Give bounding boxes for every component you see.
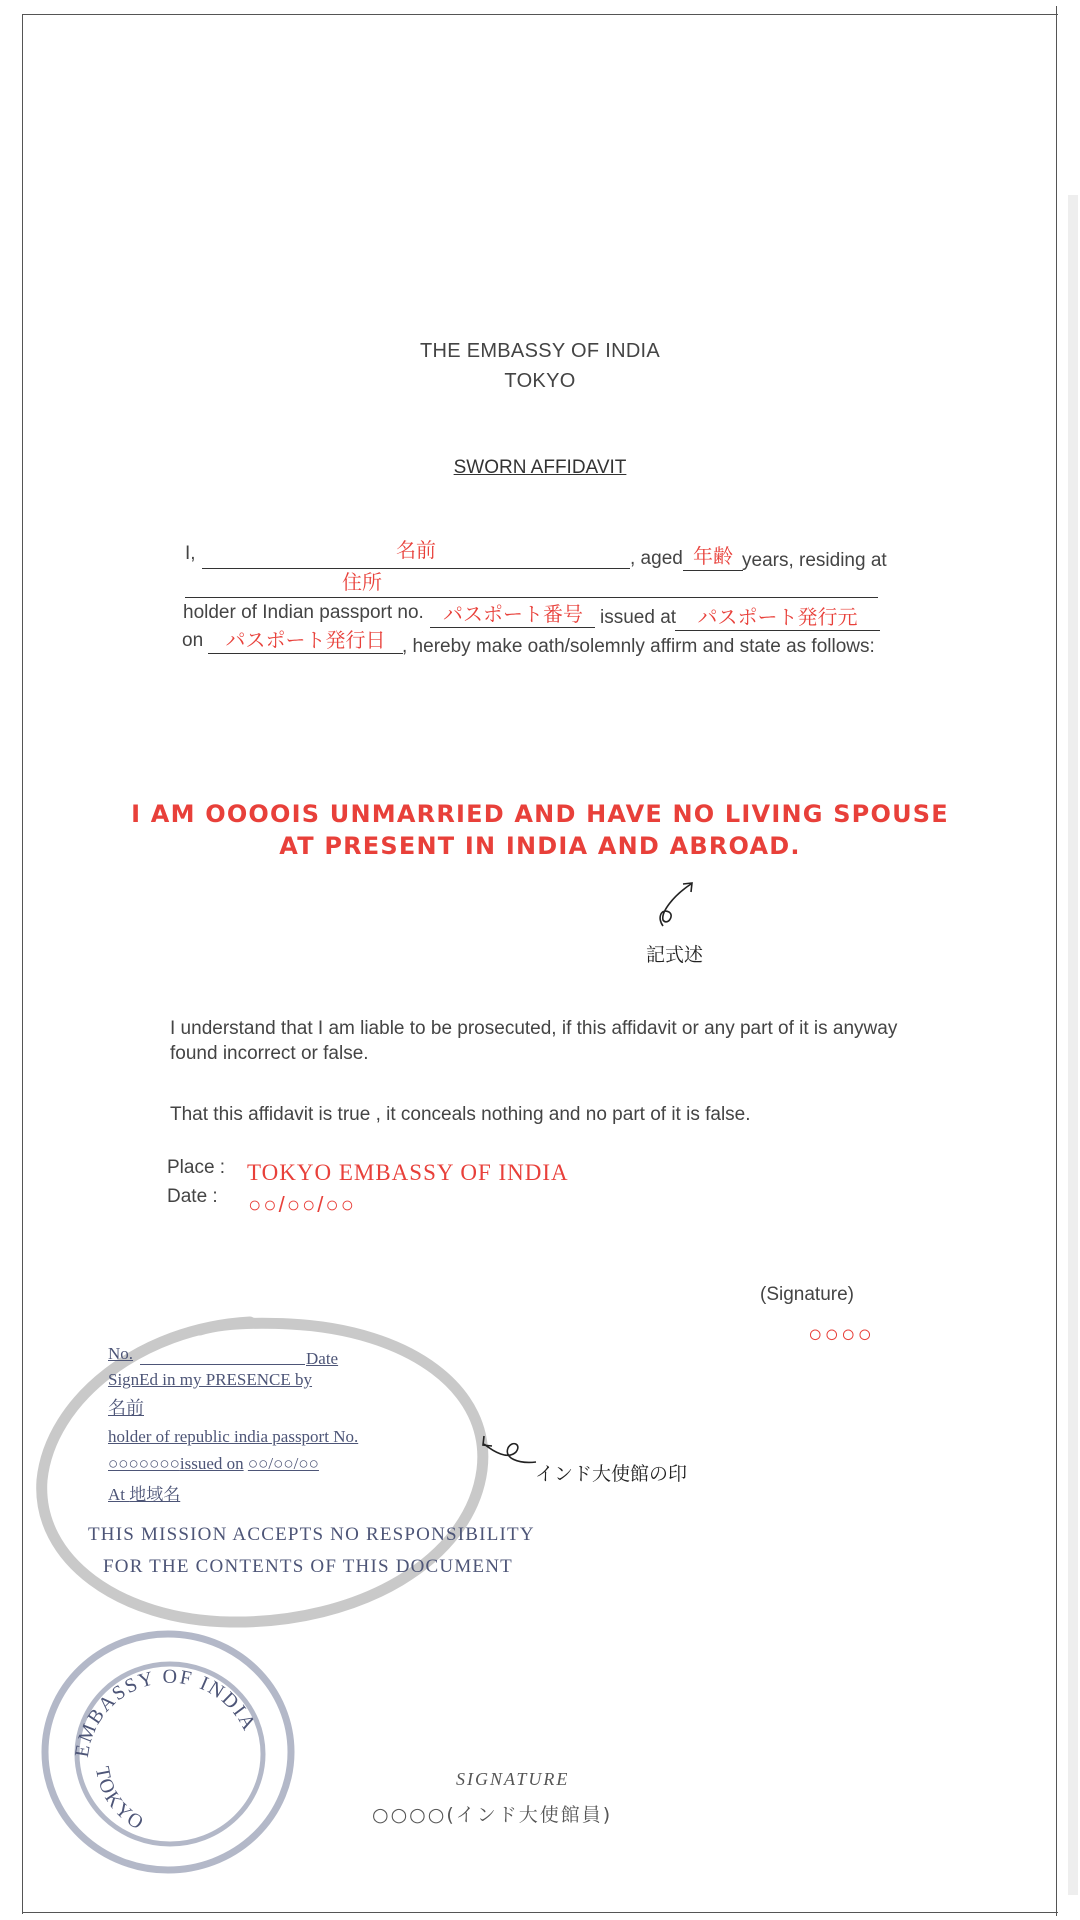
seal-top-text: EMBASSY OF INDIA xyxy=(70,1665,261,1759)
document-title: SWORN AFFIDAVIT xyxy=(453,457,627,478)
stamp-issued-on-label: issued on xyxy=(179,1454,244,1473)
oath-label: , hereby make oath/solemnly affirm and state as follows: xyxy=(402,636,875,657)
stamp-passport-value: ○○○○○○○ xyxy=(108,1454,180,1473)
statement-line-2: AT PRESENT IN INDIA AND ABROAD. xyxy=(279,832,801,860)
stamp-date-label: Date xyxy=(306,1349,339,1368)
issued-at-line xyxy=(675,630,880,631)
stamp-issued-on-value: ○○/○○/○○ xyxy=(247,1454,319,1473)
age-field[interactable]: 年齢 xyxy=(693,546,733,568)
stamp-at-label: At xyxy=(108,1485,125,1504)
signature-label: (Signature) xyxy=(760,1284,854,1305)
date-label: Date : xyxy=(167,1186,218,1207)
form-prefix: I, xyxy=(185,543,196,564)
issued-at-field[interactable]: パスポート発行元 xyxy=(697,607,858,629)
place-value: TOKYO EMBASSY OF INDIA xyxy=(247,1160,569,1185)
page-border-bottom xyxy=(22,1912,1058,1913)
issue-date-field[interactable]: パスポート発行日 xyxy=(225,630,386,652)
date-value: ○○/○○/○○ xyxy=(248,1192,356,1217)
mission-line-2: FOR THE CONTENTS OF THIS DOCUMENT xyxy=(103,1556,513,1577)
stamp-holder-line: holder of republic india passport No. xyxy=(108,1427,359,1446)
statement-line-1: I AM OOOOIS UNMARRIED AND HAVE NO LIVING SPOUSE xyxy=(131,800,949,828)
aged-label: , aged xyxy=(630,548,683,569)
stamp-no-label: No. xyxy=(108,1344,134,1363)
issued-at-label: issued at xyxy=(600,607,677,628)
on-label: on xyxy=(182,630,204,651)
stamp-note: インド大使館の印 xyxy=(535,1463,688,1485)
declaration-line-1: I understand that I am liable to be prosecuted, if this affidavit or any part of it is anyway xyxy=(170,1018,898,1039)
stamp-at-row xyxy=(108,1480,180,1505)
official-signature-label: SIGNATURE xyxy=(456,1769,570,1789)
passport-label: holder of Indian passport no. xyxy=(183,602,424,623)
address-field[interactable]: 住所 xyxy=(342,572,382,594)
statement-note: 記式述 xyxy=(646,944,704,966)
squiggle-arrow-icon xyxy=(478,1432,538,1468)
passport-number-field[interactable]: パスポート番号 xyxy=(443,604,583,626)
page-border-top xyxy=(22,14,1058,15)
scan-edge xyxy=(1068,195,1078,1895)
official-signature-name: ○○○○(インド大使館員) xyxy=(372,1804,613,1826)
declaration-line-2: found incorrect or false. xyxy=(170,1043,369,1064)
stamp-name: 名前 xyxy=(108,1398,144,1419)
passport-line xyxy=(430,627,595,628)
mission-line-1: THIS MISSION ACCEPTS NO RESPONSIBILITY xyxy=(88,1524,535,1545)
name-field[interactable]: 名前 xyxy=(396,540,436,562)
issue-date-line xyxy=(208,653,403,654)
stamp-no-line xyxy=(140,1364,305,1365)
age-line xyxy=(683,570,743,571)
stamp-signed-line: SignEd in my PRESENCE by xyxy=(108,1370,313,1389)
stamp-place: 地域名 xyxy=(129,1485,181,1505)
embassy-heading: THE EMBASSY OF INDIA xyxy=(419,340,661,362)
embassy-seal xyxy=(38,1628,298,1878)
page-border-right xyxy=(1056,6,1057,1916)
seal-bottom-text: TOKYO xyxy=(90,1764,149,1836)
signature-value: ○○○○ xyxy=(808,1321,874,1348)
curved-arrow-icon xyxy=(655,878,701,930)
years-label: years, residing at xyxy=(742,550,887,571)
place-label: Place : xyxy=(167,1157,226,1178)
city-heading: TOKYO xyxy=(504,370,576,392)
stamp-passport-row xyxy=(108,1454,319,1474)
page-border-left xyxy=(22,14,23,1914)
declaration-line-3: That this affidavit is true , it conceals nothing and no part of it is false. xyxy=(170,1104,751,1125)
